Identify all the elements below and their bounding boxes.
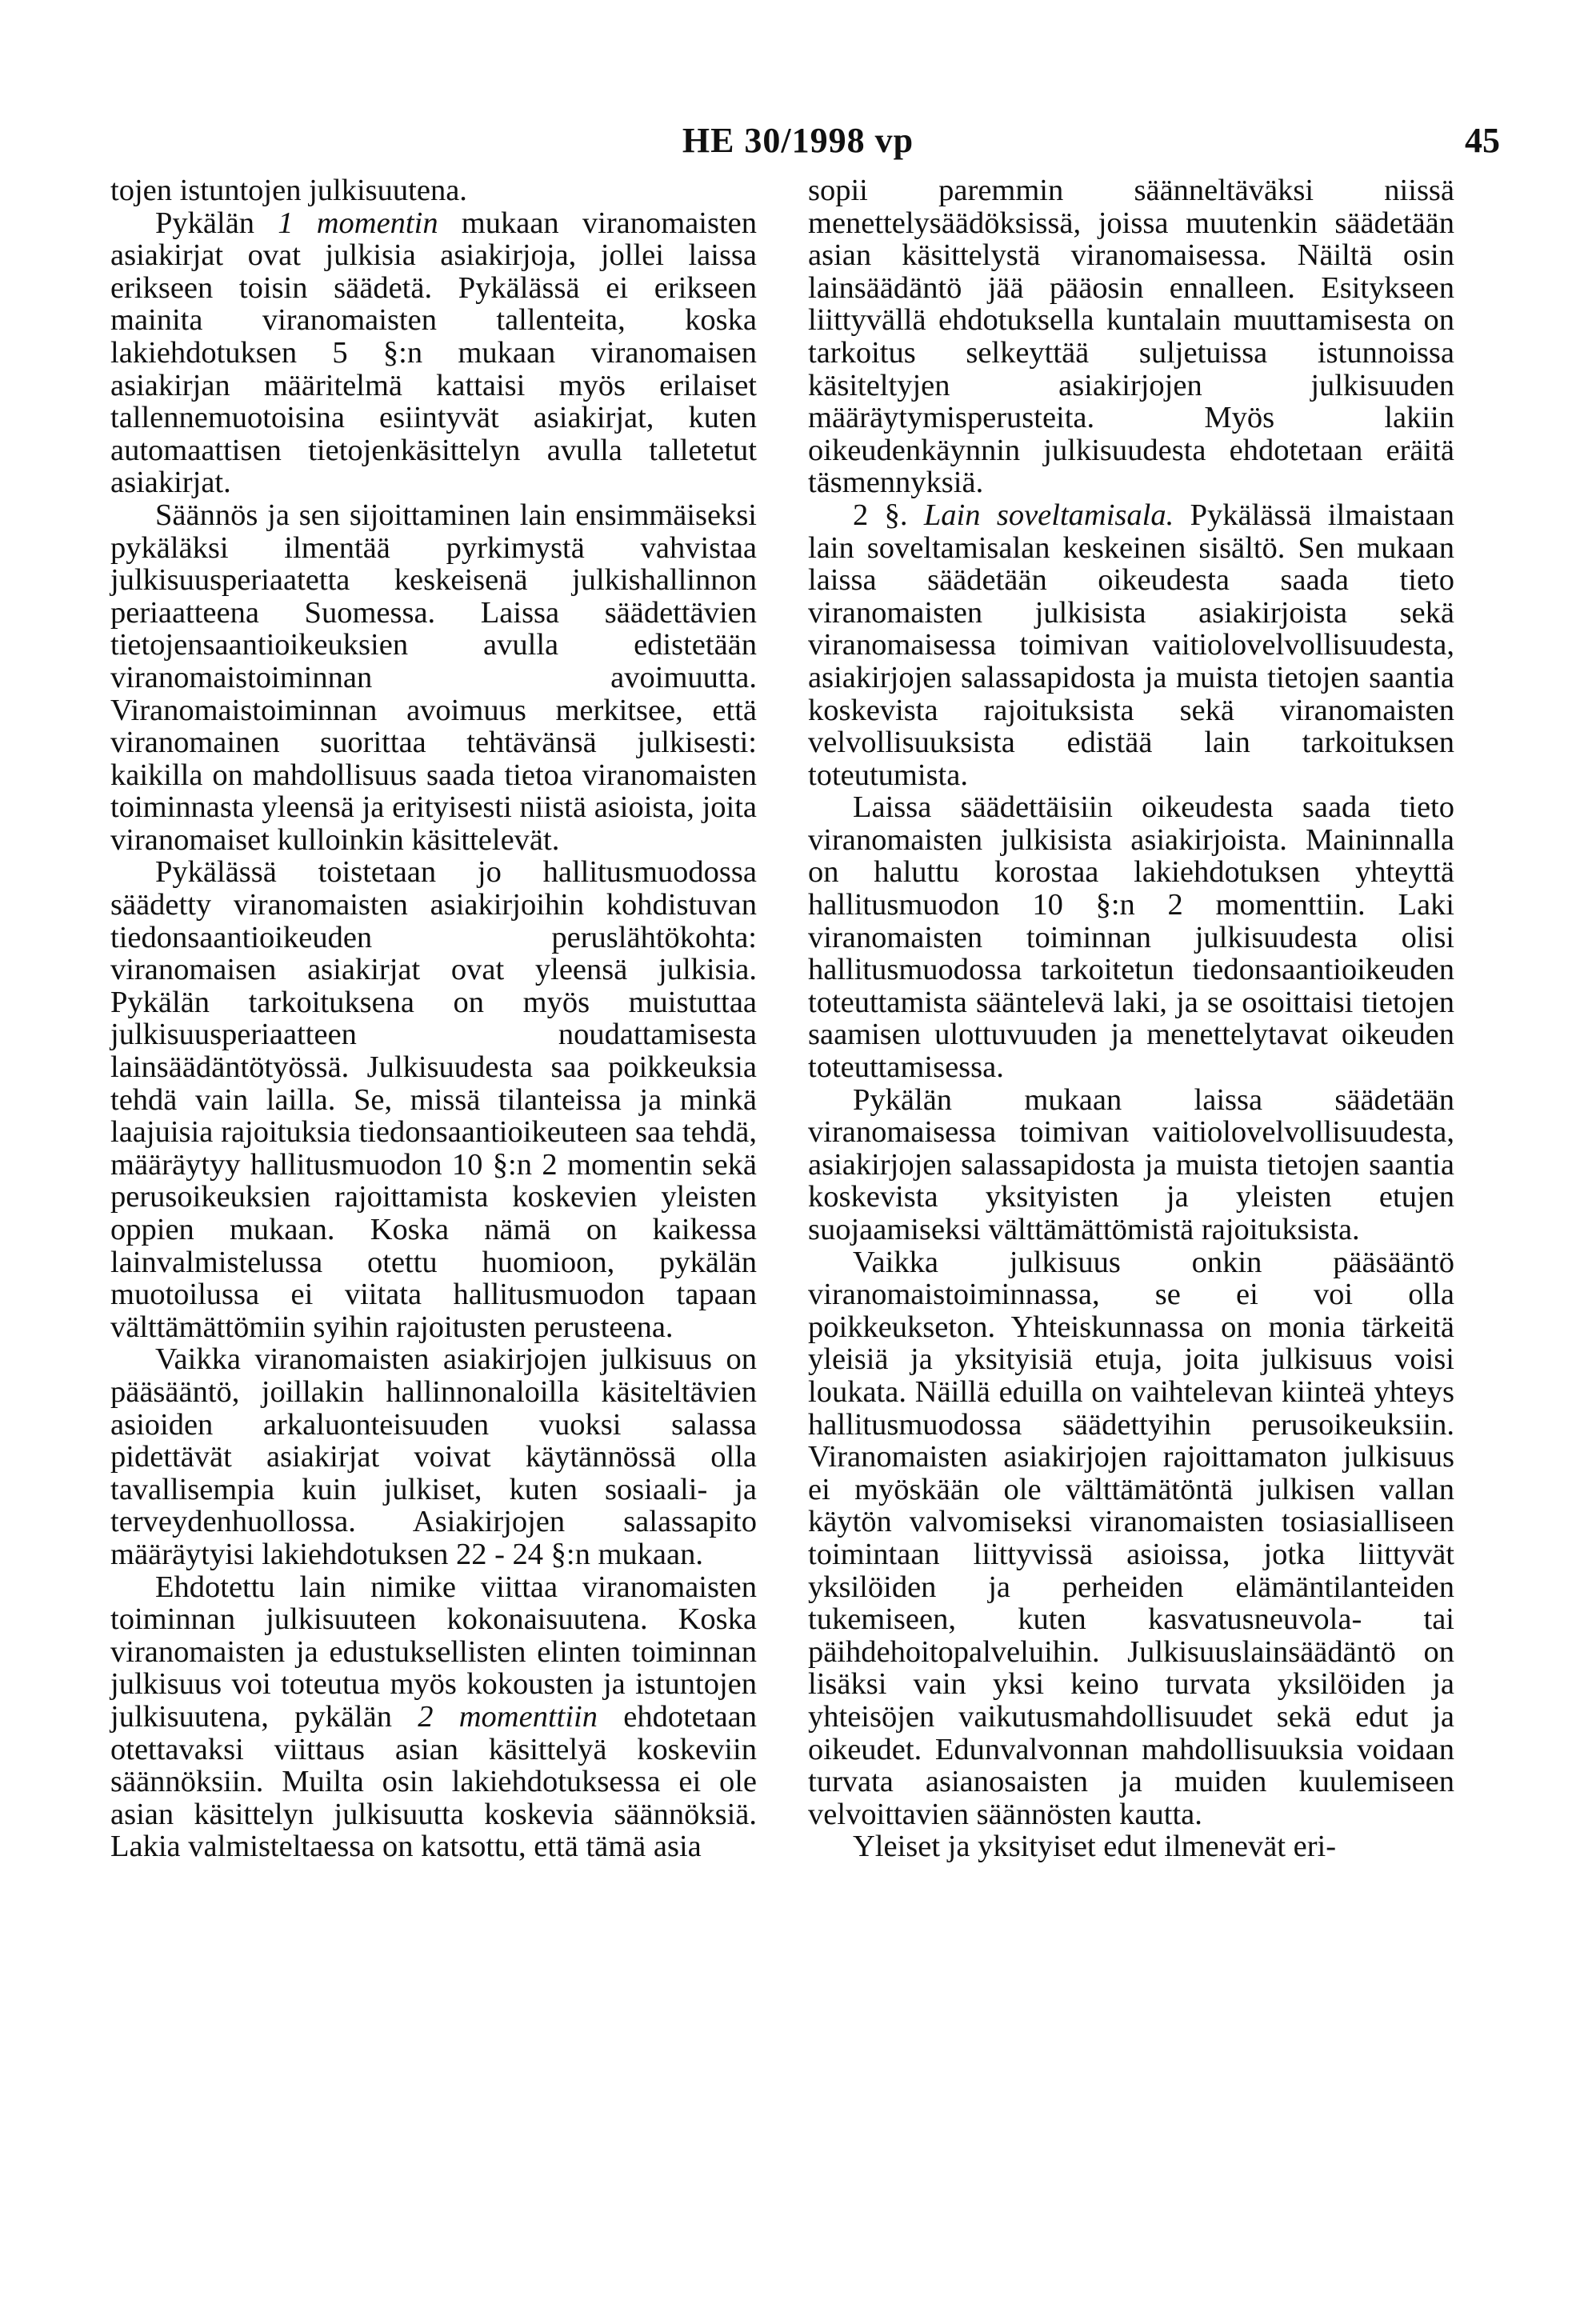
paragraph-text: 2 §.: [853, 498, 924, 532]
paragraph: tojen istuntojen julkisuutena.: [110, 174, 467, 207]
paragraph-text: ehdotetaan otettavaksi viittaus asian käsittelyä koskeviin säännöksiin. Muilta osin lakiehdotuksessa ei ole asian käsittelyn julkisuutta koskevia säännöksiä. Lakia valmisteltaessa on katsottu, että tämä asia: [110, 1699, 757, 1864]
paragraph: Pykälän mukaan laissa säädetään viranomaisessa toimivan vaitiolovelvollisuudesta, asiakirjojen salassapidosta ja muista tietojen saantia koskevista yksityisten ja yleisten etujen suojaamiseksi välttämättömistä rajoituksista.: [808, 1082, 1454, 1246]
paragraph: Pykälässä toistetaan jo hallitusmuodossa säädetty viranomaisten asiakirjoihin kohdistuvan tiedonsaantioikeuden peruslähtökohta: viranomaisen asiakirjat ovat yleensä julkisia. Pykälän tarkoituksena on myös muistuttaa julkisuusperiaatteen noudattamisesta lainsäädäntötyössä. Julkisuudesta saa poikkeuksia tehdä vain lailla. Se, missä tilanteissa ja minkä laajuisia rajoituksia tiedonsaantioikeuteen saa tehdä, määräytyy hallitusmuodon 10 §:n 2 momentin sekä perusoikeuksien rajoittamista koskevien yleisten oppien mukaan. Koska nämä on kaikessa lainvalmistelussa otettu huomioon, pykälän muotoilussa ei viitata hallitusmuodon tapaan välttämättömiin syihin rajoitusten perusteena.: [110, 855, 757, 1344]
document-header: HE 30/1998 vp: [682, 121, 914, 160]
page-number: 45: [1465, 121, 1500, 160]
paragraph-text: Ehdotettu lain nimike viittaa viranomaisten toiminnan julkisuuteen kokonaisuutena. Koska viranomaisten ja edustuksellisten elinten toiminnan julkisuus voi toteutua myös kokousten ja istuntojen julkisuutena, pykälän: [110, 1570, 757, 1734]
paragraph-text: mukaan viranomaisten asiakirjat ovat julkisia asiakirjoja, jollei laissa erikseen toisin säädetä. Pykälässä ei erikseen mainita viranomaisten tallenteita, koska lakiehdotuksen 5 §:n mukaan viranomaisen asiakirjan määritelmä kattaisi myös erilaiset tallennemuotoisina esiintyvät asiakirjat, kuten automaattisen tietojenkäsittelyn avulla talletetut asiakirjat.: [110, 206, 757, 500]
section-heading: Lain soveltamisala.: [923, 498, 1174, 532]
paragraph-text: Pykälässä ilmaistaan lain soveltamisalan keskeinen sisältö. Sen mukaan laissa säädetään oikeudesta saada tieto viranomaisten julkisista asiakirjoista sekä viranomaisessa toimivan vaitiolovelvollisuudesta, asiakirjojen salassapidosta ja muista tietojen saantia koskevista rajoituksista sekä viranomaisten velvollisuuksista edistää lain tarkoituksen toteutumista.: [808, 498, 1455, 792]
emphasis-text: 1 momentin: [278, 206, 438, 240]
paragraph: Vaikka julkisuus onkin pääsääntö viranomaistoiminnassa, se ei voi olla poikkeukseton. Yhteiskunnassa on monia tärkeitä yleisiä ja yksityisiä etuja, joita julkisuus voisi loukata. Näillä eduilla on vaihtelevan kiinteä yhteys hallitusmuodossa säädettyihin perusoikeuksiin. Viranomaisten asiakirjojen rajoittamaton julkisuus ei myöskään ole välttämätöntä julkisen vallan käytön valvomiseksi viranomaisten tosiasialliseen toimintaan liittyvissä asioissa, jotka liittyvät yksilöiden ja perheiden elämäntilanteiden tukemiseen, kuten kasvatusneuvola- tai päihdehoitopalveluihin. Julkisuuslainsäädäntö on lisäksi vain yksi keino turvata yksilöiden ja yhteisöjen vaikutusmahdollisuudet sekä edut ja oikeudet. Edunvalvonnan mahdollisuuksia voidaan turvata asianosaisten ja muiden kuulemiseen velvoittavien säännösten kautta.: [808, 1245, 1454, 1831]
paragraph: [808, 499, 1454, 791]
paragraph: Laissa säädettäisiin oikeudesta saada tieto viranomaisten julkisista asiakirjoista. Maininnalla on haluttu korostaa lakiehdotuksen yhteyttä hallitusmuodon 10 §:n 2 momenttiin. Laki viranomaisten toiminnan julkisuudesta olisi hallitusmuodossa tarkoitetun tiedonsaantioikeuden toteuttamista sääntelevä laki, ja se osoittaisi tietojen saamisen ulottuvuuden ja menettelytavat oikeuden toteuttamisessa.: [808, 790, 1454, 1085]
paragraph: Yleiset ja yksityiset edut ilmenevät eri-: [853, 1830, 1337, 1864]
paragraph: sopii paremmin säänneltäväksi niissä menettelysäädöksissä, joissa muutenkin säädetään asian käsittelystä viranomaisessa. Näiltä osin lainsäädäntö jää pääosin ennalleen. Esitykseen liittyvällä ehdotuksella kuntalain muuttamisesta on tarkoitus selkeyttää suljetuissa istunnoissa käsiteltyjen asiakirjojen julkisuuden määräytymisperusteita. Myös lakiin oikeudenkäynnin julkisuudesta ehdotetaan eräitä täsmennyksiä.: [808, 174, 1454, 500]
paragraph: Vaikka viranomaisten asiakirjojen julkisuus on pääsääntö, joillakin hallinnonaloilla käsiteltävien asioiden arkaluonteisuuden vuoksi salassa pidettävät asiakirjat voivat käytännössä olla tavallisempia kuin julkiset, kuten sosiaali- ja terveydenhuollossa. Asiakirjojen salassapito määräytyisi lakiehdotuksen 22 - 24 §:n mukaan.: [110, 1342, 757, 1571]
right-column: [808, 174, 1454, 1863]
paragraph: [110, 207, 757, 499]
paragraph: Säännös ja sen sijoittaminen lain ensimmäiseksi pykäläksi ilmentää pyrkimystä vahvistaa julkisuusperiaatetta keskeisenä julkishallinnon periaatteena Suomessa. Laissa säädettävien tietojensaantioikeuksien avulla edistetään viranomaistoiminnan avoimuutta. Viranomaistoiminnan avoimuus merkitsee, että viranomainen suorittaa tehtävänsä julkisesti: kaikilla on mahdollisuus saada tietoa viranomaisten toiminnasta yleensä ja erityisesti niistä asioista, joita viranomaiset kulloinkin käsittelevät.: [110, 498, 757, 857]
left-column: [110, 174, 757, 1863]
paragraph: [110, 1571, 757, 1863]
emphasis-text: 2 momenttiin: [418, 1699, 598, 1734]
paragraph-text: Pykälän: [155, 206, 278, 240]
